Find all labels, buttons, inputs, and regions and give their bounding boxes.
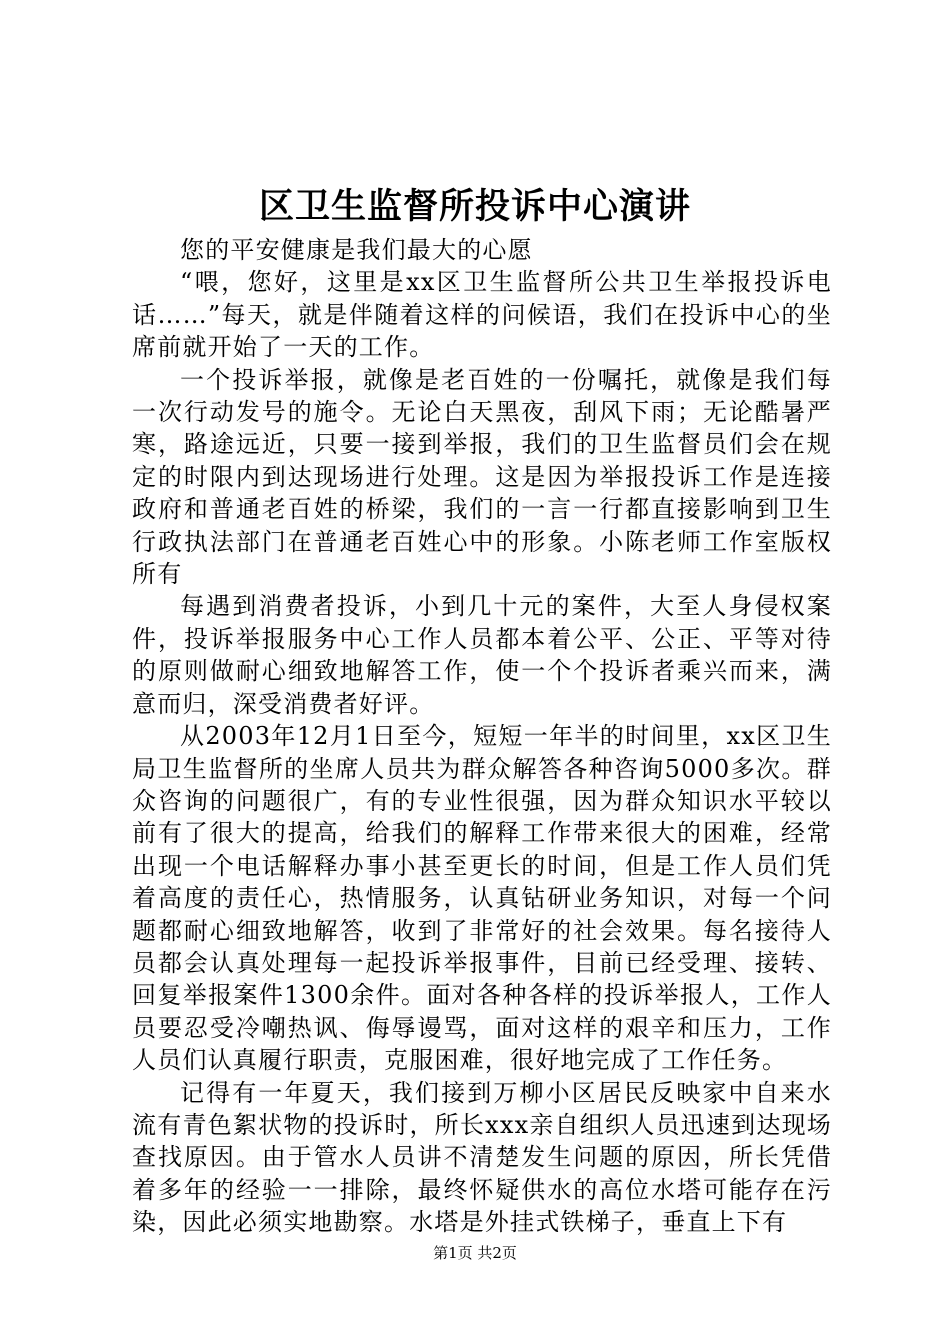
paragraph: 您的平安健康是我们最大的心愿 bbox=[180, 236, 533, 264]
document-body bbox=[132, 234, 832, 1239]
paragraph: 记得有一年夏天，我们接到万柳小区居民反映家中自来水流有青色絮状物的投诉时，所长xxx亲自组织人员迅速到达现场查找原因。由于管水人员讲不清楚发生问题的原因，所长凭借着多年的经验一一排除，最终怀疑供水的高位水塔可能存在污染，因此必须实地勘察。水塔是外挂式铁梯子，垂直上下有 bbox=[132, 1078, 832, 1237]
paragraph: 一个投诉举报，就像是老百姓的一份嘱托，就像是我们每一次行动发号的施令。无论白天黑夜，刮风下雨；无论酷暑严寒，路途远近，只要一接到举报，我们的卫生监督员们会在规定的时限内到达现场进行处理。这是因为举报投诉工作是连接政府和普通老百姓的桥梁，我们的一言一行都直接影响到卫生行政执法部门在普通老百姓心中的形象。小陈老师工作室版权所有 bbox=[132, 365, 832, 589]
paragraph: “喂，您好，这里是xx区卫生监督所公共卫生举报投诉电话……”每天，就是伴随着这样的问候语，我们在投诉中心的坐席前就开始了一天的工作。 bbox=[132, 268, 832, 362]
paragraph: 从2003年12月1日至今，短短一年半的时间里，xx区卫生局卫生监督所的坐席人员共为群众解答各种咨询5000多次。群众咨询的问题很广，有的专业性很强，因为群众知识水平较以前有了很大的提高，给我们的解释工作带来很大的困难，经常出现一个电话解释办事小甚至更长的时间，但是工作人员们凭着高度的责任心，热情服务，认真钻研业务知识，对每一个问题都耐心细致地解答，收到了非常好的社会效果。每名接待人员都会认真处理每一起投诉举报事件，目前已经受理、接转、回复举报案件1300余件。面对各种各样的投诉举报人，工作人员要忍受冷嘲热讽、侮辱谩骂，面对这样的艰辛和压力，工作人员们认真履行职责，克服困难，很好地完成了工作任务。 bbox=[132, 722, 832, 1075]
page-footer: 第1页 共2页 bbox=[433, 1244, 517, 1262]
paragraph: 每遇到消费者投诉，小到几十元的案件，大至人身侵权案件，投诉举报服务中心工作人员都本着公平、公正、平等对待的原则做耐心细致地解答工作，使一个个投诉者乘兴而来，满意而归，深受消费者好评。 bbox=[132, 592, 832, 718]
document-title: 区卫生监督所投诉中心演讲 bbox=[258, 186, 691, 227]
